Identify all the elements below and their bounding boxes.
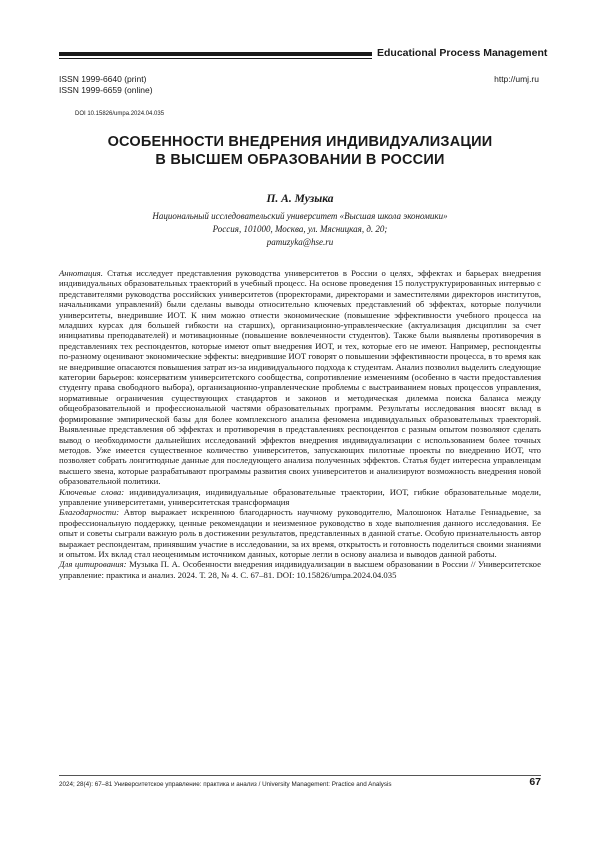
doi: DOI 10.15826/umpa.2024.04.035	[75, 111, 165, 117]
abstract-section	[59, 268, 541, 580]
footer-journal: 2024; 28(4): 67–81 Университетское управление: практика и анализ / University Management: Practice and Analysis	[59, 781, 392, 788]
article-title	[60, 133, 540, 169]
journal-url[interactable]: http://umj.ru	[494, 74, 539, 84]
abstract-text: Статья исследует представления руководства университетов в России о целях, эффектах и барьерах внедрения индивидуальных образовательных траекторий в учебный процесс. На основе проведения 15 полуструктурированных интервью с представителями руководства российских университетов (проректорами, директорами и заместителями директоров институтов, начальниками управлений) были сделаны выводы относительно ключевых представлений об эффектах, которые получили университеты, внедрившие ИОТ. К ним можно отнести экономические (повышение эффективности учебного процесса на младших курсах для большей гибкости на старших), организационно-управленческие (актуализация дисциплин за счет инициативы преподавателей) и мотивационные (повышение вовлеченности студентов). Также были выявлены противоречия в представлениях тех респондентов, которые имеют опыт внедрения ИОТ, и тех, которые его не имеют. Например, респонденты по-разному оценивают экономические эффекты: внедрившие ИОТ говорят о повышении эффективности процесса, в то время как не внедрившие опасаются повышения затрат из-за индивидуального подхода к студентам. Анализ позволил выделить следующие категории барьеров: консерватизм университетского сообщества, сопротивление изменениям (особенно в части предоставления студенту права свободного выбора), организационно-управленческие проблемы с выстраиванием новых процессов управления, нормативные ограничения существующих стандартов и законов и методическая дилемма поиска баланса между общеобразовательной и профессиональной частями образовательных программ. Результаты исследования вносят вклад в формирование эмпирической базы для более комплексного анализа феномена индивидуальных образовательных траекторий. Выявленные представления об эффектах и противоречия в представлениях респондентов с разным опытом позволяют сделать вывод о необходимости дальнейших исследований эффектов внедрения индивидуализации с использованием более точных методов. Уже имеется существенное количество университетов, запускающих пилотные проекты по внедрению ИОТ, что позволяет собрать лонгитюдные данные для последующего анализа полученных эффектов. Статья будет интересна управленцам высшего звена, которые разрабатывают программы развития своих университетов и анализируют возможность внедрения новой образовательной политики.	[59, 268, 541, 487]
acknowledgements-text: Автор выражает искреннюю благодарность научному руководителю, Малошонок Наталье Геннадьевне, за профессиональную поддержку, ценные рекомендации и неизменное руководство в ходе выполнения данного исследования. Ее опыт и советы сыграли важную роль в достижении результатов, представленных в данной статье. Особую признательность автор выражает респондентам, принявшим участие в исследовании, за их время, открытость и готовность поделиться своими знаниями и опытом. Их вклад стал неоценимым источником данных, которые легли в основу анализа и выводов данной работы.	[59, 507, 541, 559]
issn-block	[59, 74, 153, 96]
affiliation	[60, 210, 540, 249]
header-rule-thin	[59, 58, 372, 59]
issn-online: ISSN 1999-6659 (online)	[59, 85, 153, 95]
citation-label: Для цитирования:	[59, 559, 127, 570]
header-rule-thick	[59, 52, 372, 56]
footer-rule	[59, 775, 541, 776]
affiliation-line-1: Национальный исследовательский университет «Высшая школа экономики»	[152, 211, 448, 221]
keywords-paragraph	[59, 487, 541, 508]
citation-paragraph	[59, 559, 541, 580]
abstract-paragraph	[59, 268, 541, 487]
author: П. А. Музыка	[266, 193, 334, 205]
affiliation-line-2: Россия, 101000, Москва, ул. Мясницкая, д. 20;	[212, 224, 388, 234]
abstract-label: Аннотация.	[59, 268, 103, 278]
title-line-1: ОСОБЕННОСТИ ВНЕДРЕНИЯ ИНДИВИДУАЛИЗАЦИИ	[107, 134, 493, 150]
keywords-text: индивидуализация, индивидуальные образовательные траектории, ИОТ, гибкие образовательные модели, управление университетами, университетская трансформация	[59, 486, 541, 507]
acknowledgements-label: Благодарности:	[59, 507, 120, 518]
issn-print: ISSN 1999-6640 (print)	[59, 74, 147, 84]
title-line-2: В ВЫСШЕМ ОБРАЗОВАНИИ В РОССИИ	[155, 152, 445, 168]
author-email[interactable]: pamuzyka@hse.ru	[266, 237, 334, 247]
section-label: Educational Process Management	[377, 47, 548, 59]
acknowledgements-paragraph	[59, 507, 541, 559]
keywords-label: Ключевые слова:	[59, 486, 125, 497]
citation-text: Музыка П. А. Особенности внедрения индивидуализации в высшем образовании в России // Университетское управление: практика и анализ. 2024. Т. 28, № 4. С. 67–81. DOI: 10.15826/umpa.2024.04.035	[59, 559, 541, 580]
page-number: 67	[529, 776, 541, 788]
